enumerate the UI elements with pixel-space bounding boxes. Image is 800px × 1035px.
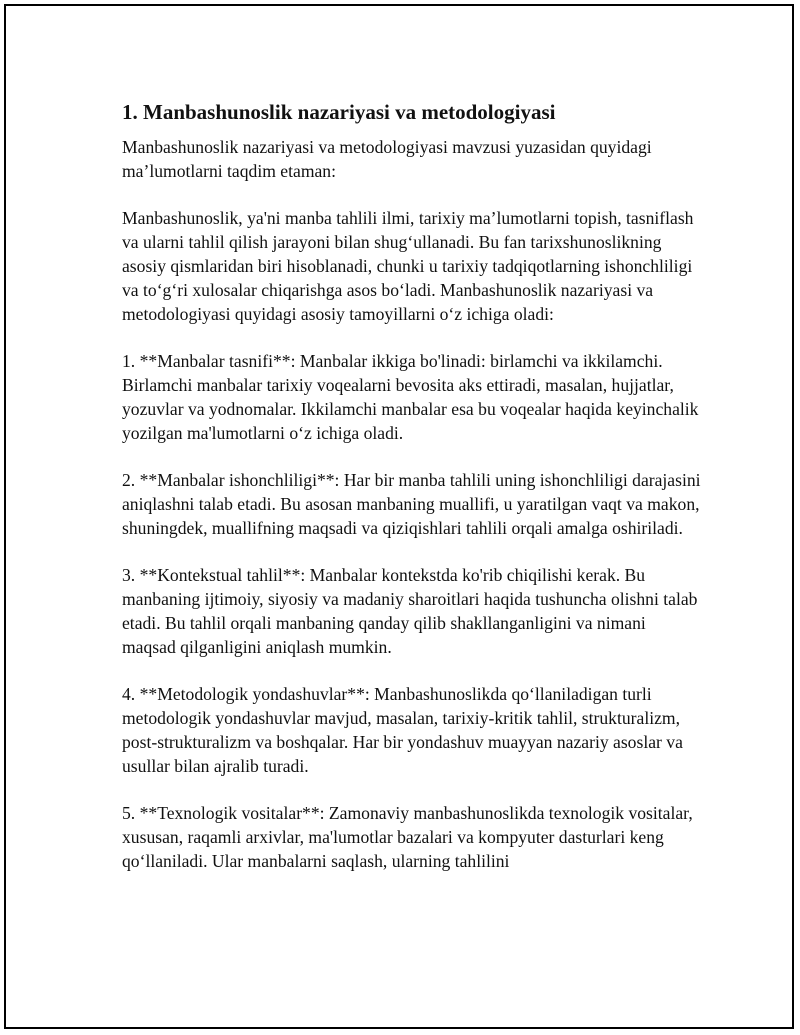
list-item-technological-tools: 5. **Texnologik vositalar**: Zamonaviy manbashunoslikda texnologik vositalar, xususan, raqamli arxivlar, ma'lumotlar bazalari va kompyuter dasturlari keng qo‘llaniladi. Ular manbalarni saqlash, ularning tahlilini (122, 803, 693, 871)
list-item-sources-reliability: 2. **Manbalar ishonchliligi**: Har bir manba tahlili uning ishonchliligi darajasini aniqlashni talab etadi. Bu asosan manbaning muallifi, u yaratilgan vaqt va makon, shuningdek, muallifning maqsadi va qiziqishlari tahlili orqali amalga oshiriladi. (122, 470, 701, 538)
definition-paragraph: Manbashunoslik, ya'ni manba tahlili ilmi, tarixiy ma’lumotlarni topish, tasniflash va ularni tahlil qilish jarayoni bilan shug‘ullanadi. Bu fan tarixshunoslikning asosiy qismlaridan biri hisoblanadi, chunki u tarixiy tadqiqotlarning ishonchliligi va to‘g‘ri xulosalar chiqarishga asos bo‘ladi. Manbashunoslik nazariyasi va metodologiyasi quyidagi asosiy tamoyillarni o‘z ichiga oladi: (122, 208, 694, 324)
page-frame (4, 4, 794, 1029)
document-title: 1. Manbashunoslik nazariyasi va metodologiyasi (122, 100, 556, 124)
document-body (122, 97, 702, 896)
list-item-sources-classification: 1. **Manbalar tasnifi**: Manbalar ikkiga bo'linadi: birlamchi va ikkilamchi. Birlamchi manbalar tarixiy voqealarni bevosita aks ettiradi, masalan, hujjatlar, yozuvlar va yodnomalar. Ikkilamchi manbalar esa bu voqealar haqida keyinchalik yozilgan ma'lumotlarni o‘z ichiga oladi. (122, 351, 699, 443)
intro-paragraph: Manbashunoslik nazariyasi va metodologiyasi mavzusi yuzasidan quyidagi ma’lumotlarni taqdim etaman: (122, 137, 652, 181)
list-item-contextual-analysis: 3. **Kontekstual tahlil**: Manbalar kontekstda ko'rib chiqilishi kerak. Bu manbaning ijtimoiy, siyosiy va madaniy sharoitlari haqida tushuncha olishni talab etadi. Bu tahlil orqali manbaning qanday qilib shakllanganligini va nimani maqsad qilganligini aniqlash mumkin. (122, 565, 698, 657)
list-item-methodological-approaches: 4. **Metodologik yondashuvlar**: Manbashunoslikda qo‘llaniladigan turli metodologik yondashuvlar mavjud, masalan, tarixiy-kritik tahlil, strukturalizm, post-strukturalizm va boshqalar. Har bir yondashuv muayyan nazariy asoslar va usullar bilan ajralib turadi. (122, 684, 683, 776)
